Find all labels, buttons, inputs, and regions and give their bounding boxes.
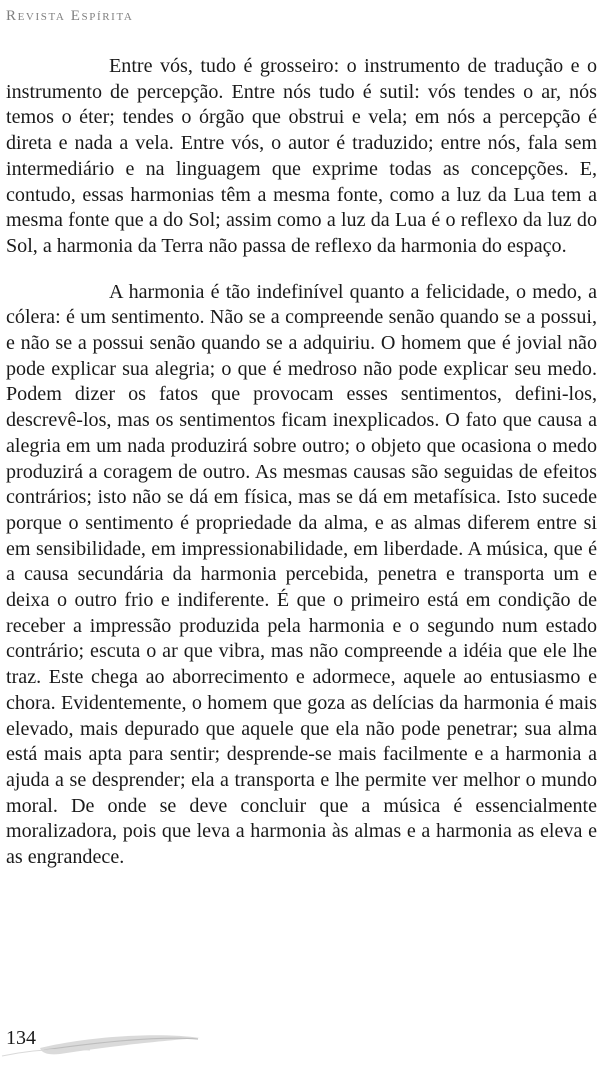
page-number: 134: [6, 1027, 36, 1049]
running-head-title: Revista Espírita: [6, 8, 134, 24]
page-footer: [0, 1024, 603, 1064]
paragraph-2: A harmonia é tão indefinível quanto a felicidade, o medo, a cólera: é um sentimento. Não se a compreende senão quando se a possui, e não se a possui senão quando se a adquiriu. O homem que é jovial não pode explicar sua alegria; o que é medroso não pode explicar seu medo. Podem dizer os fatos que provocam esses sentimentos, defini-los, descrevê-los, mas os sentimentos ficam inexplicados. O fato que causa a alegria em um nada produzirá sobre outro; o objeto que ocasiona o medo produzirá a coragem de outro. As mesmas causas são seguidas de efeitos contrários; isto não se dá em física, mas se dá em metafísica. Isto sucede porque o sentimento é propriedade da alma, e as almas diferem entre si em sensibilidade, em impressionabilidade, em liberdade. A música, que é a causa secundária da harmonia percebida, penetra e transporta um e deixa o outro frio e indiferente. É que o primeiro está em condição de receber a impressão produzida pela harmonia e o segundo num estado contrário; escuta o ar que vibra, mas não compreende a idéia que ele lhe traz. Este chega ao aborrecimento e adormece, aquele ao entusiasmo e chora. Evidentemente, o homem que goza as delícias da harmonia é mais elevado, mais depurado que aquele que ela não pode penetrar; sua alma está mais apta para sentir; desprende-se mais facilmente e a harmonia a ajuda a se desprender; ela a transporta e lhe permite ver melhor o mundo moral. De onde se deve concluir que a música é essencialmente moralizadora, pois que leva a harmonia às almas e a harmonia as eleva e as engrandece.: [6, 280, 597, 869]
body-text: [6, 54, 597, 871]
paragraph-1: Entre vós, tudo é grosseiro: o instrumento de tradução e o instrumento de percepção. Entre nós tudo é sutil: vós tendes o ar, nós temos o éter; tendes o órgão que obstrui e vela; em nós a percepção é direta e nada a vela. Entre vós, o autor é traduzido; entre nós, fala sem intermediário e na linguagem que exprime todas as concepções. E, contudo, essas harmonias têm a mesma fonte, como a luz da Lua tem a mesma fonte que a do Sol; assim como a luz da Lua é o reflexo da luz do Sol, a harmonia da Terra não passa de reflexo da harmonia do espaço.: [6, 55, 597, 257]
